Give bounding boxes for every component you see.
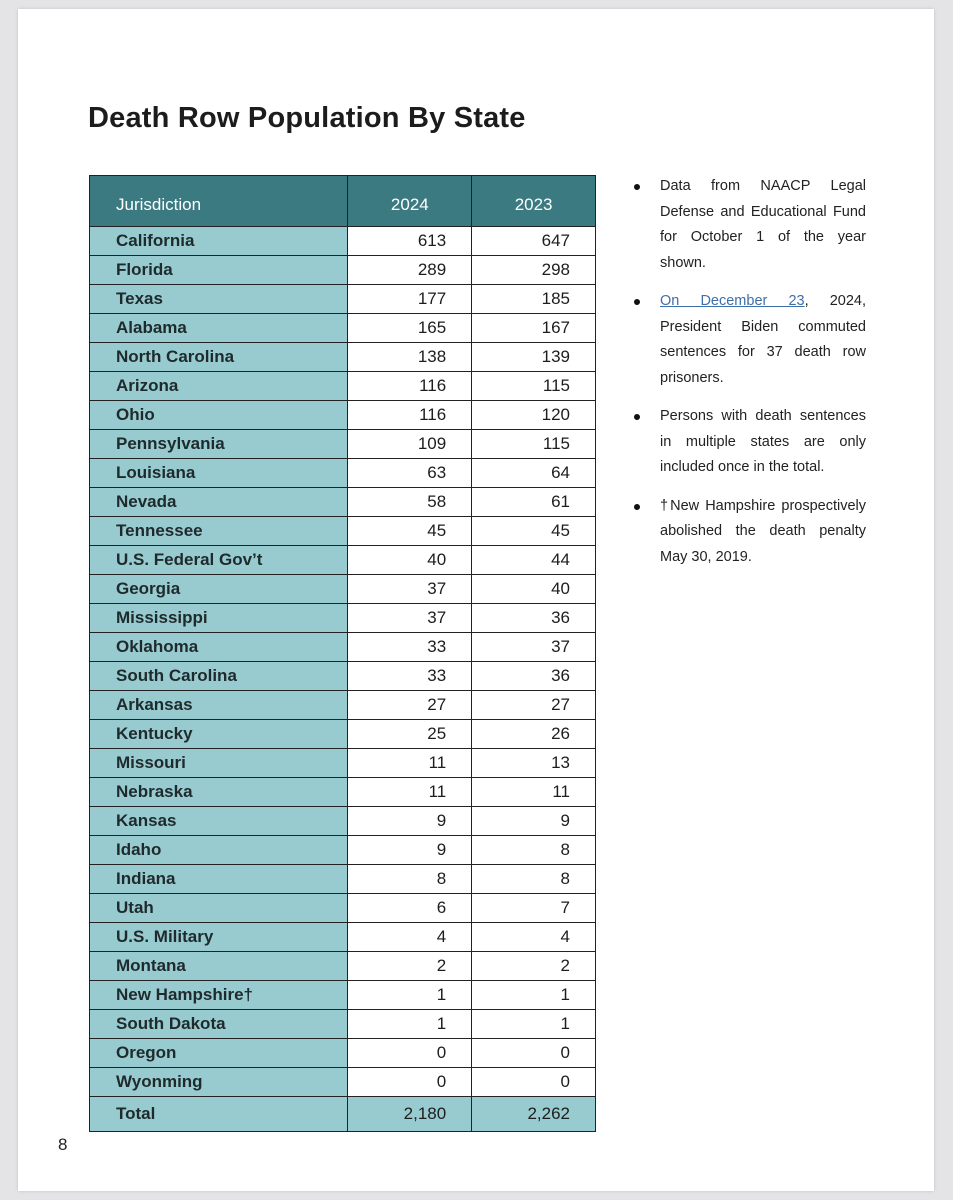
jurisdiction-cell: Idaho (90, 836, 348, 865)
value-2023-cell: 167 (472, 314, 596, 343)
value-2024-cell: 37 (348, 575, 472, 604)
value-2024-cell: 58 (348, 488, 472, 517)
table-row (90, 459, 596, 488)
december-23-link[interactable]: On December 23 (660, 293, 805, 309)
value-2023-cell: 4 (472, 923, 596, 952)
jurisdiction-cell: Oregon (90, 1039, 348, 1068)
value-2024-cell: 6 (348, 894, 472, 923)
total-label: Total (90, 1097, 348, 1132)
table-row (90, 401, 596, 430)
value-2023-cell: 36 (472, 604, 596, 633)
value-2024-cell: 45 (348, 517, 472, 546)
value-2024-cell: 11 (348, 778, 472, 807)
jurisdiction-cell: New Hampshire† (90, 981, 348, 1010)
value-2023-cell: 115 (472, 430, 596, 459)
table-row (90, 256, 596, 285)
table-row (90, 778, 596, 807)
value-2024-cell: 37 (348, 604, 472, 633)
jurisdiction-cell: Georgia (90, 575, 348, 604)
total-2023: 2,262 (472, 1097, 596, 1132)
table-row (90, 865, 596, 894)
value-2024-cell: 33 (348, 662, 472, 691)
table-row (90, 343, 596, 372)
table-row (90, 749, 596, 778)
note-item (634, 174, 866, 276)
value-2024-cell: 1 (348, 981, 472, 1010)
note-item (634, 494, 866, 571)
table-row (90, 575, 596, 604)
table-row (90, 488, 596, 517)
jurisdiction-cell: North Carolina (90, 343, 348, 372)
jurisdiction-cell: Tennessee (90, 517, 348, 546)
value-2023-cell: 13 (472, 749, 596, 778)
value-2024-cell: 177 (348, 285, 472, 314)
jurisdiction-cell: Nevada (90, 488, 348, 517)
table-row (90, 981, 596, 1010)
jurisdiction-cell: California (90, 227, 348, 256)
table-row (90, 1039, 596, 1068)
jurisdiction-cell: Pennsylvania (90, 430, 348, 459)
document-page (18, 9, 934, 1191)
value-2024-cell: 116 (348, 372, 472, 401)
death-row-table (89, 175, 596, 1132)
table-body (90, 227, 596, 1097)
jurisdiction-cell: Alabama (90, 314, 348, 343)
note-text: Persons with death sentences in multiple states are only included once in the total. (660, 408, 866, 475)
jurisdiction-cell: Kentucky (90, 720, 348, 749)
header-2023: 2023 (472, 176, 596, 227)
value-2024-cell: 165 (348, 314, 472, 343)
value-2023-cell: 26 (472, 720, 596, 749)
value-2024-cell: 25 (348, 720, 472, 749)
value-2023-cell: 120 (472, 401, 596, 430)
jurisdiction-cell: U.S. Military (90, 923, 348, 952)
value-2024-cell: 138 (348, 343, 472, 372)
jurisdiction-cell: Missouri (90, 749, 348, 778)
jurisdiction-cell: Utah (90, 894, 348, 923)
value-2024-cell: 0 (348, 1039, 472, 1068)
value-2024-cell: 116 (348, 401, 472, 430)
value-2024-cell: 2 (348, 952, 472, 981)
value-2024-cell: 0 (348, 1068, 472, 1097)
jurisdiction-cell: Texas (90, 285, 348, 314)
value-2023-cell: 0 (472, 1068, 596, 1097)
value-2023-cell: 1 (472, 1010, 596, 1039)
value-2024-cell: 4 (348, 923, 472, 952)
value-2023-cell: 185 (472, 285, 596, 314)
total-2024: 2,180 (348, 1097, 472, 1132)
table-header-row (90, 176, 596, 227)
value-2024-cell: 109 (348, 430, 472, 459)
value-2024-cell: 40 (348, 546, 472, 575)
total-row (90, 1097, 596, 1132)
table-row (90, 894, 596, 923)
value-2023-cell: 27 (472, 691, 596, 720)
value-2024-cell: 8 (348, 865, 472, 894)
value-2024-cell: 289 (348, 256, 472, 285)
value-2023-cell: 0 (472, 1039, 596, 1068)
value-2023-cell: 36 (472, 662, 596, 691)
value-2023-cell: 44 (472, 546, 596, 575)
table-row (90, 430, 596, 459)
value-2023-cell: 115 (472, 372, 596, 401)
value-2023-cell: 2 (472, 952, 596, 981)
value-2023-cell: 40 (472, 575, 596, 604)
jurisdiction-cell: Arizona (90, 372, 348, 401)
value-2024-cell: 63 (348, 459, 472, 488)
jurisdiction-cell: South Dakota (90, 1010, 348, 1039)
table-row (90, 633, 596, 662)
jurisdiction-cell: Kansas (90, 807, 348, 836)
value-2023-cell: 37 (472, 633, 596, 662)
table-row (90, 604, 596, 633)
table-row (90, 952, 596, 981)
value-2024-cell: 1 (348, 1010, 472, 1039)
jurisdiction-cell: Florida (90, 256, 348, 285)
jurisdiction-cell: Oklahoma (90, 633, 348, 662)
value-2023-cell: 64 (472, 459, 596, 488)
table-row (90, 285, 596, 314)
table-row (90, 314, 596, 343)
value-2023-cell: 61 (472, 488, 596, 517)
value-2023-cell: 1 (472, 981, 596, 1010)
value-2024-cell: 9 (348, 807, 472, 836)
table-row (90, 807, 596, 836)
value-2023-cell: 11 (472, 778, 596, 807)
value-2023-cell: 7 (472, 894, 596, 923)
value-2024-cell: 33 (348, 633, 472, 662)
value-2023-cell: 45 (472, 517, 596, 546)
note-item (634, 404, 866, 481)
table-row (90, 372, 596, 401)
value-2024-cell: 613 (348, 227, 472, 256)
value-2024-cell: 9 (348, 836, 472, 865)
value-2023-cell: 647 (472, 227, 596, 256)
jurisdiction-cell: Indiana (90, 865, 348, 894)
jurisdiction-cell: Montana (90, 952, 348, 981)
header-2024: 2024 (348, 176, 472, 227)
table-row (90, 691, 596, 720)
value-2023-cell: 139 (472, 343, 596, 372)
note-item (634, 289, 866, 391)
note-text: †New Hampshire prospectively abolished the death penalty May 30, 2019. (660, 497, 866, 565)
jurisdiction-cell: South Carolina (90, 662, 348, 691)
table-row (90, 227, 596, 256)
jurisdiction-cell: Wyonming (90, 1068, 348, 1097)
value-2024-cell: 11 (348, 749, 472, 778)
table-row (90, 517, 596, 546)
jurisdiction-cell: U.S. Federal Gov’t (90, 546, 348, 575)
value-2023-cell: 8 (472, 865, 596, 894)
note-text: , 2024, President Biden commuted sentences for 37 death row prisoners. (660, 293, 866, 386)
value-2023-cell: 8 (472, 836, 596, 865)
table-row (90, 836, 596, 865)
table-row (90, 662, 596, 691)
jurisdiction-cell: Nebraska (90, 778, 348, 807)
table-row (90, 923, 596, 952)
jurisdiction-cell: Mississippi (90, 604, 348, 633)
value-2023-cell: 298 (472, 256, 596, 285)
header-jurisdiction: Jurisdiction (90, 176, 348, 227)
note-text: Data from NAACP Legal Defense and Educational Fund for October 1 of the year shown. (660, 178, 866, 271)
jurisdiction-cell: Ohio (90, 401, 348, 430)
value-2024-cell: 27 (348, 691, 472, 720)
page-number: 8 (58, 1135, 68, 1154)
notes-list (634, 174, 866, 583)
table-row (90, 720, 596, 749)
table-row (90, 546, 596, 575)
table-row (90, 1010, 596, 1039)
value-2023-cell: 9 (472, 807, 596, 836)
jurisdiction-cell: Arkansas (90, 691, 348, 720)
table-row (90, 1068, 596, 1097)
jurisdiction-cell: Louisiana (90, 459, 348, 488)
page-title: Death Row Population By State (88, 102, 526, 134)
